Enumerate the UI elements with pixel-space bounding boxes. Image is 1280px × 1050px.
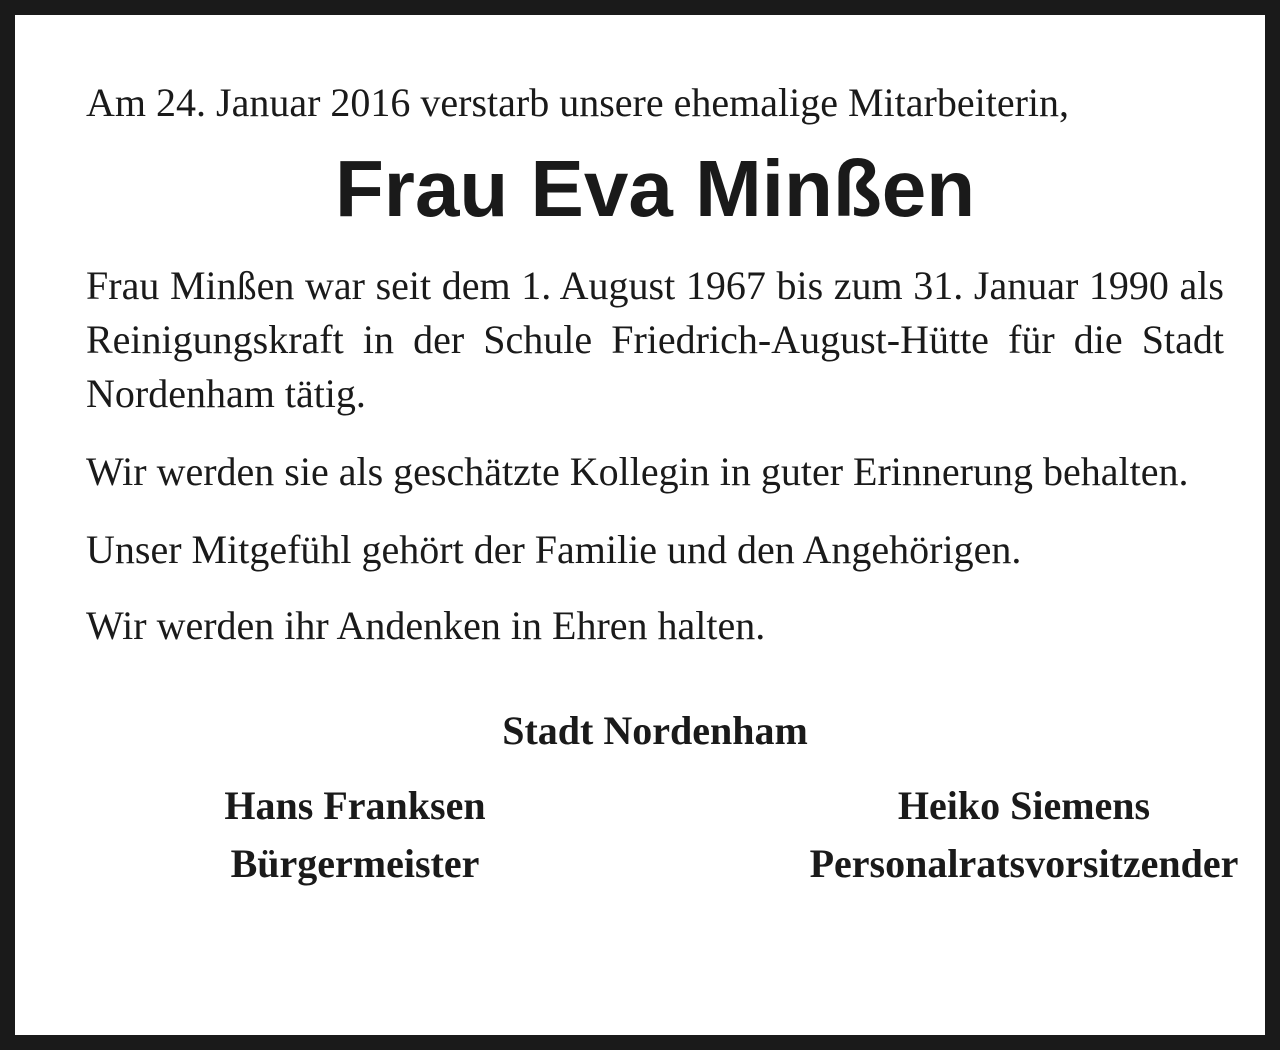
deceased-name: Frau Eva Minßen xyxy=(334,144,976,233)
signer-right xyxy=(754,777,1280,893)
signers-block xyxy=(86,777,1239,893)
signer-title: Personalratsvorsitzender xyxy=(809,841,1239,886)
honor-paragraph: Wir werden ihr Andenken in Ehren halten. xyxy=(86,603,766,648)
signer-name: Heiko Siemens xyxy=(897,783,1151,828)
intro-line: Am 24. Januar 2016 verstarb unsere ehemalige Mitarbeiterin, xyxy=(86,80,1070,125)
notice-content xyxy=(86,75,1239,893)
employment-paragraph: Frau Minßen war seit dem 1. August 1967 bis zum 31. Januar 1990 als Reinigungskraft in der Schule Friedrich-August-Hütte für die Stadt Nordenham tätig. xyxy=(86,263,1224,416)
signer-title: Bürgermeister xyxy=(230,841,480,886)
signer-name: Hans Franksen xyxy=(224,783,486,828)
condolence-paragraph: Unser Mitgefühl gehört der Familie und den Angehörigen. xyxy=(86,527,1022,572)
signer-left xyxy=(85,777,625,893)
organization-name: Stadt Nordenham xyxy=(502,708,808,753)
remembrance-paragraph: Wir werden sie als geschätzte Kollegin in guter Erinnerung behalten. xyxy=(86,449,1189,494)
